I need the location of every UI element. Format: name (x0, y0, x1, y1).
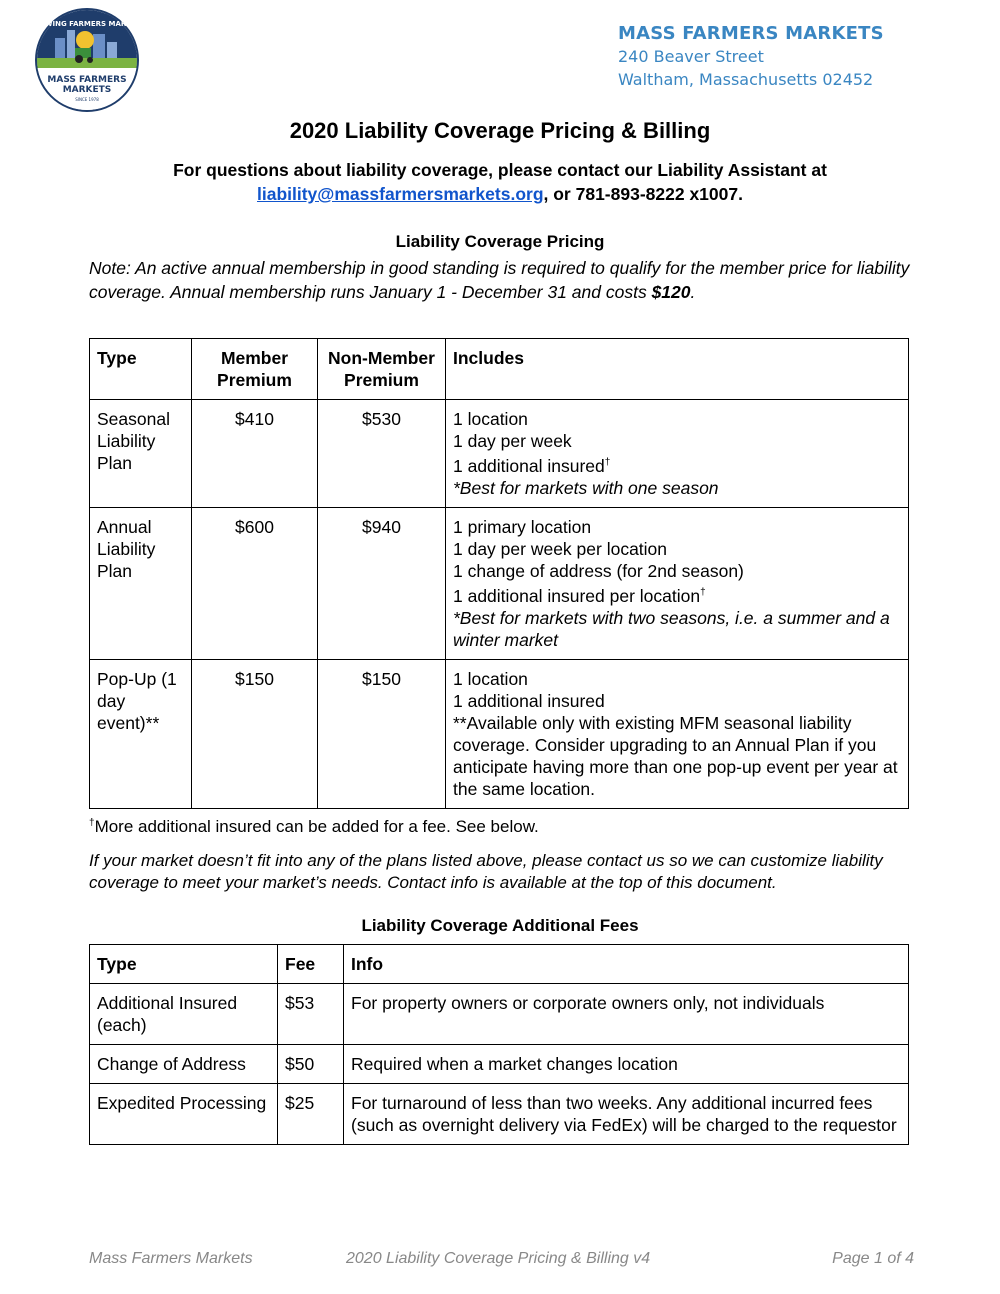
include-item-text: 1 day per week per location (453, 538, 668, 559)
include-item-text: 1 day per week (453, 431, 572, 451)
pricing-heading: Liability Coverage Pricing (395, 232, 605, 251)
fees-table (89, 944, 909, 1145)
include-item (453, 408, 901, 430)
membership-note-text: Note: An active annual membership in good standing is required to qualify for the member price for liability coverage. Annual membership runs January 1 - December 31 and costs (89, 258, 910, 302)
nonmember-premium: $150 (318, 659, 446, 808)
include-item-text: 1 additional insured (453, 690, 605, 711)
fee-info: Required when a market changes location (344, 1045, 909, 1084)
fee-type: Additional Insured (each) (90, 984, 278, 1045)
fee-info: For property owners or corporate owners only, not individuals (344, 984, 909, 1045)
include-item (453, 452, 901, 477)
fee-amount: $50 (278, 1045, 344, 1084)
membership-note (89, 256, 919, 304)
org-name: MASS FARMERS MARKETS (618, 23, 884, 44)
nonmember-premium: $530 (318, 400, 446, 508)
fee-amount: $25 (278, 1084, 344, 1145)
header-type: Type (90, 339, 192, 400)
table-row (90, 1045, 909, 1084)
dagger-mark: † (604, 457, 611, 468)
plan-includes (446, 400, 909, 508)
dagger-mark: † (700, 586, 706, 598)
mass-farmers-markets-logo (27, 8, 147, 112)
header-nonmember-premium: Non-Member Premium (318, 339, 446, 400)
include-item-text: 1 additional insured (453, 455, 605, 476)
plan-note: *Best for markets with two seasons, i.e. a summer and a winter market (453, 607, 890, 650)
pricing-header-row (90, 339, 909, 400)
plan-type: Seasonal Liability Plan (90, 400, 192, 508)
org-address-block (618, 22, 884, 91)
org-street: 240 Beaver Street (618, 47, 764, 66)
fees-heading: Liability Coverage Additional Fees (361, 916, 639, 935)
dagger-mark: † (89, 817, 95, 829)
table-row (90, 659, 909, 808)
footer-left: Mass Farmers Markets (89, 1250, 253, 1267)
footnote (89, 817, 539, 837)
fees-header-fee: Fee (278, 945, 344, 984)
member-premium: $600 (192, 507, 318, 659)
fees-header-info: Info (344, 945, 909, 984)
table-row (90, 400, 909, 508)
member-premium: $150 (192, 659, 318, 808)
footer-page-number: Page 1 of 4 (832, 1250, 914, 1267)
include-item (453, 668, 901, 690)
membership-price: $120 (651, 282, 691, 302)
include-item (453, 560, 901, 582)
logo-since: SINCE 1978 (75, 97, 99, 102)
fee-amount: $53 (278, 984, 344, 1045)
logo-name-line2: MARKETS (62, 85, 112, 95)
org-city: Waltham, Massachusetts 02452 (618, 70, 874, 89)
plan-includes (446, 659, 909, 808)
page-title: 2020 Liability Coverage Pricing & Billing (289, 118, 711, 143)
include-item-text: 1 additional insured per location (453, 585, 701, 606)
logo-top-text: GROWING FARMERS MARKETS (27, 20, 147, 28)
header-includes: Includes (446, 339, 909, 400)
table-row (90, 984, 909, 1045)
plan-note: *Best for markets with one season (453, 477, 719, 498)
nonmember-premium: $940 (318, 507, 446, 659)
logo-name-line1: MASS FARMERS (47, 75, 127, 85)
include-item (453, 582, 901, 607)
fee-type: Change of Address (90, 1045, 278, 1084)
table-row (90, 507, 909, 659)
contact-line1: For questions about liability coverage, please contact our Liability Assistant at (173, 160, 827, 180)
include-item (453, 516, 901, 538)
fee-info: For turnaround of less than two weeks. Any additional incurred fees (such as overnight delivery via FedEx) will be charged to the requestor (344, 1084, 909, 1145)
member-premium: $410 (192, 400, 318, 508)
membership-note-end: . (690, 282, 696, 302)
email-link[interactable]: liability@massfarmersmarkets.org (257, 184, 544, 204)
table-row (90, 1084, 909, 1145)
header-member-premium: Member Premium (192, 339, 318, 400)
include-item (453, 538, 901, 560)
fee-type: Expedited Processing (90, 1084, 278, 1145)
include-item (453, 712, 901, 800)
include-item-text: **Available only with existing MFM seasonal liability coverage. Consider upgrading to an Annual Plan if you anticipate having more than one pop-up event per year at the same location. (453, 712, 898, 799)
plan-type: Pop-Up (1 day event)** (90, 659, 192, 808)
footnote-text: More additional insured can be added for a fee. See below. (94, 817, 539, 836)
fees-header-row (90, 945, 909, 984)
include-item (453, 690, 901, 712)
contact-phone: , or 781-893-8222 x1007. (543, 184, 743, 204)
fees-header-type: Type (90, 945, 278, 984)
plan-includes (446, 507, 909, 659)
custom-plan-note: If your market doesn’t fit into any of the plans listed above, please contact us so we can customize liability coverage to meet your market’s needs. Contact info is available at the top of this document. (89, 851, 883, 892)
pricing-table (89, 338, 909, 809)
plan-type: Annual Liability Plan (90, 507, 192, 659)
include-item-text: 1 location (453, 668, 528, 689)
include-item-text: 1 change of address (for 2nd season) (453, 560, 744, 581)
contact-text (0, 158, 1000, 206)
footer-center: 2020 Liability Coverage Pricing & Billing v4 (346, 1250, 651, 1267)
include-item-text: 1 primary location (453, 516, 592, 537)
include-item-text: 1 location (453, 409, 528, 429)
include-item (453, 430, 901, 452)
